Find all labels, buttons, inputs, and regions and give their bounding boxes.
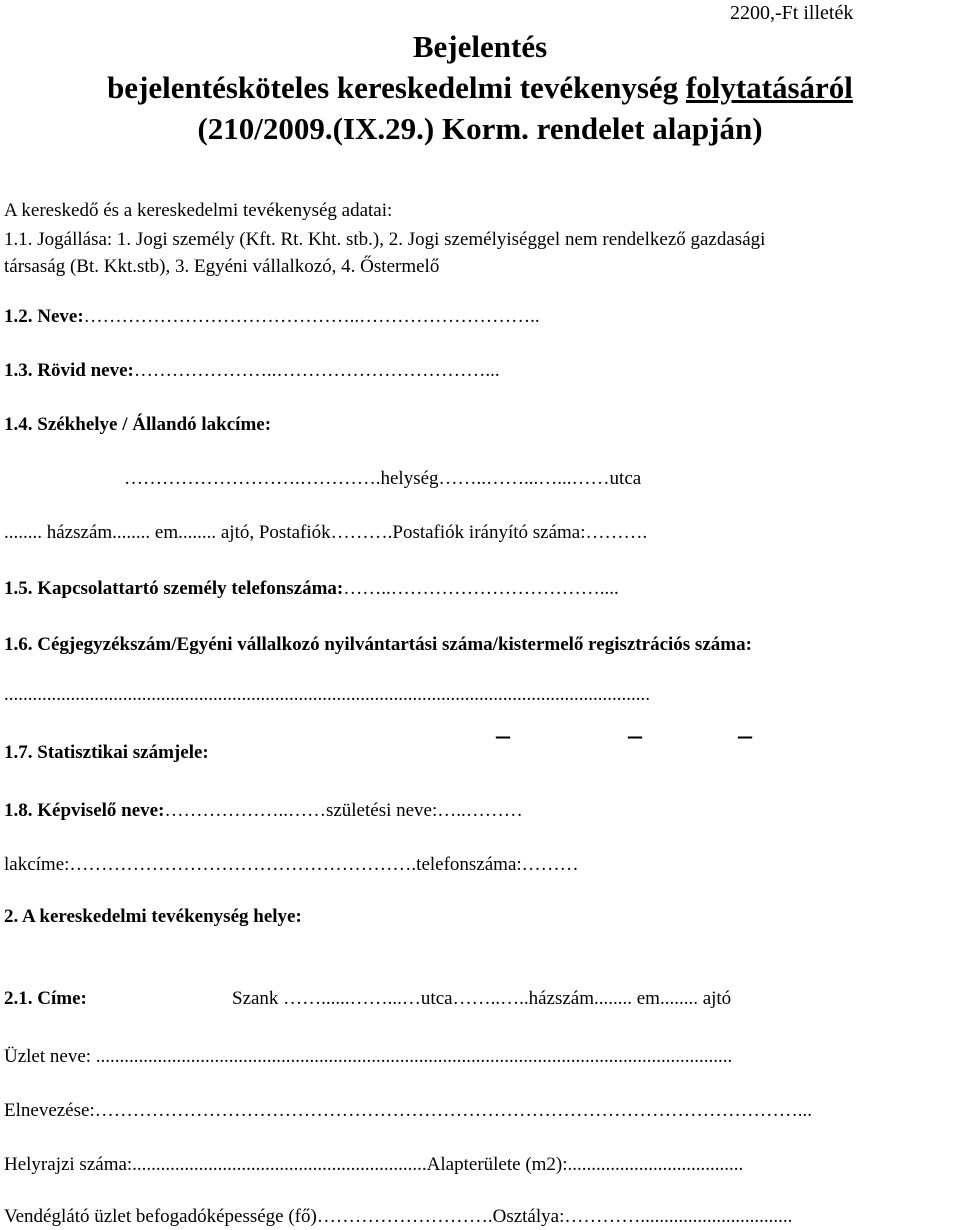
section1-heading: A kereskedő és a kereskedelmi tevékenység adatai: xyxy=(4,200,393,221)
field-cegjegyzek-label: 1.6. Cégjegyzékszám/Egyéni vállalkozó nyilvántartási száma/kistermelő regisztrációs száma: xyxy=(4,634,752,655)
field-kepviselo xyxy=(4,800,960,822)
field-rovid-nev-label: 1.3. Rövid neve: xyxy=(4,360,134,381)
field-szekhely-label: 1.4. Székhelye / Állandó lakcíme: xyxy=(4,414,272,435)
section2-heading: 2. A kereskedelmi tevékenység helye: xyxy=(4,906,302,927)
field-cegjegyzek-dots: ........................................................................................................................................ xyxy=(4,684,650,705)
field-cegjegyzek xyxy=(4,634,960,656)
field-statisztikai xyxy=(4,742,960,764)
title-line-2 xyxy=(0,69,960,107)
field-kapcsolattarto-label: 1.5. Kapcsolattartó személy telefonszáma: xyxy=(4,578,344,599)
field-helyrajzi: Helyrajzi száma:..............................................................Alapterülete (m2):..................................... xyxy=(4,1154,744,1175)
jogallas-line-1: 1.1. Jogállása: 1. Jogi személy (Kft. Rt. Kht. stb.), 2. Jogi személyiséggel nem rendelkező gazdasági xyxy=(4,229,766,250)
field-kepviselo-dots: ………………..……születési neve:…..……… xyxy=(164,800,523,821)
stat-separator-2: – xyxy=(628,720,642,751)
field-neve-label: 1.2. Neve: xyxy=(4,306,84,327)
field-cime-value: Szank ……......……...…utca……..…..házszám........ em........ ajtó xyxy=(232,988,732,1009)
field-kapcsolattarto xyxy=(4,578,960,600)
fee-notice: 2200,-Ft illeték xyxy=(730,2,854,24)
field-kapcsolattarto-dots: ……..…………………………….... xyxy=(343,578,619,599)
field-elnevezese: Elnevezése:…………………………………………………………………………………………………... xyxy=(4,1100,812,1121)
field-vendeglato: Vendéglátó üzlet befogadóképessége (fő)……………………….Osztálya:…………................................ xyxy=(4,1206,793,1227)
field-uzlet-neve: Üzlet neve: ...................................................................................................................................... xyxy=(4,1046,733,1067)
field-statisztikai-label: 1.7. Statisztikai számjele: xyxy=(4,742,209,763)
title-line-3: (210/2009.(IX.29.) Korm. rendelet alapján) xyxy=(197,111,763,146)
field-kepviselo-label: 1.8. Képviselő neve: xyxy=(4,800,165,821)
title-line-1: Bejelentés xyxy=(412,29,548,64)
field-rovid-nev xyxy=(4,360,960,382)
title-line-2-text: bejelentésköteles kereskedelmi tevékenység xyxy=(107,70,686,105)
field-helyseg: ……………………….………….helység……..……...…...……utca xyxy=(124,468,642,489)
field-rovid-nev-dots: …………………..……………………………... xyxy=(133,360,500,381)
field-szekhely xyxy=(4,414,960,436)
title-line-2-underlined: folytatásáról xyxy=(685,70,853,105)
field-neve xyxy=(4,306,960,328)
stat-separator-3: – xyxy=(738,720,752,751)
stat-separator-1: – xyxy=(496,720,510,751)
field-lakcime: lakcíme:……………………………………………….telefonszáma:……… xyxy=(4,854,579,875)
field-hazszam: ........ házszám........ em........ ajtó, Postafiók……….Postafiók irányító száma:………. xyxy=(4,522,648,543)
field-cime-label: 2.1. Címe: xyxy=(4,988,87,1009)
jogallas-line-2: társaság (Bt. Kkt.stb), 3. Egyéni vállalkozó, 4. Őstermelő xyxy=(4,256,440,277)
field-neve-dots: ……………………………………..……………………….. xyxy=(83,306,540,327)
